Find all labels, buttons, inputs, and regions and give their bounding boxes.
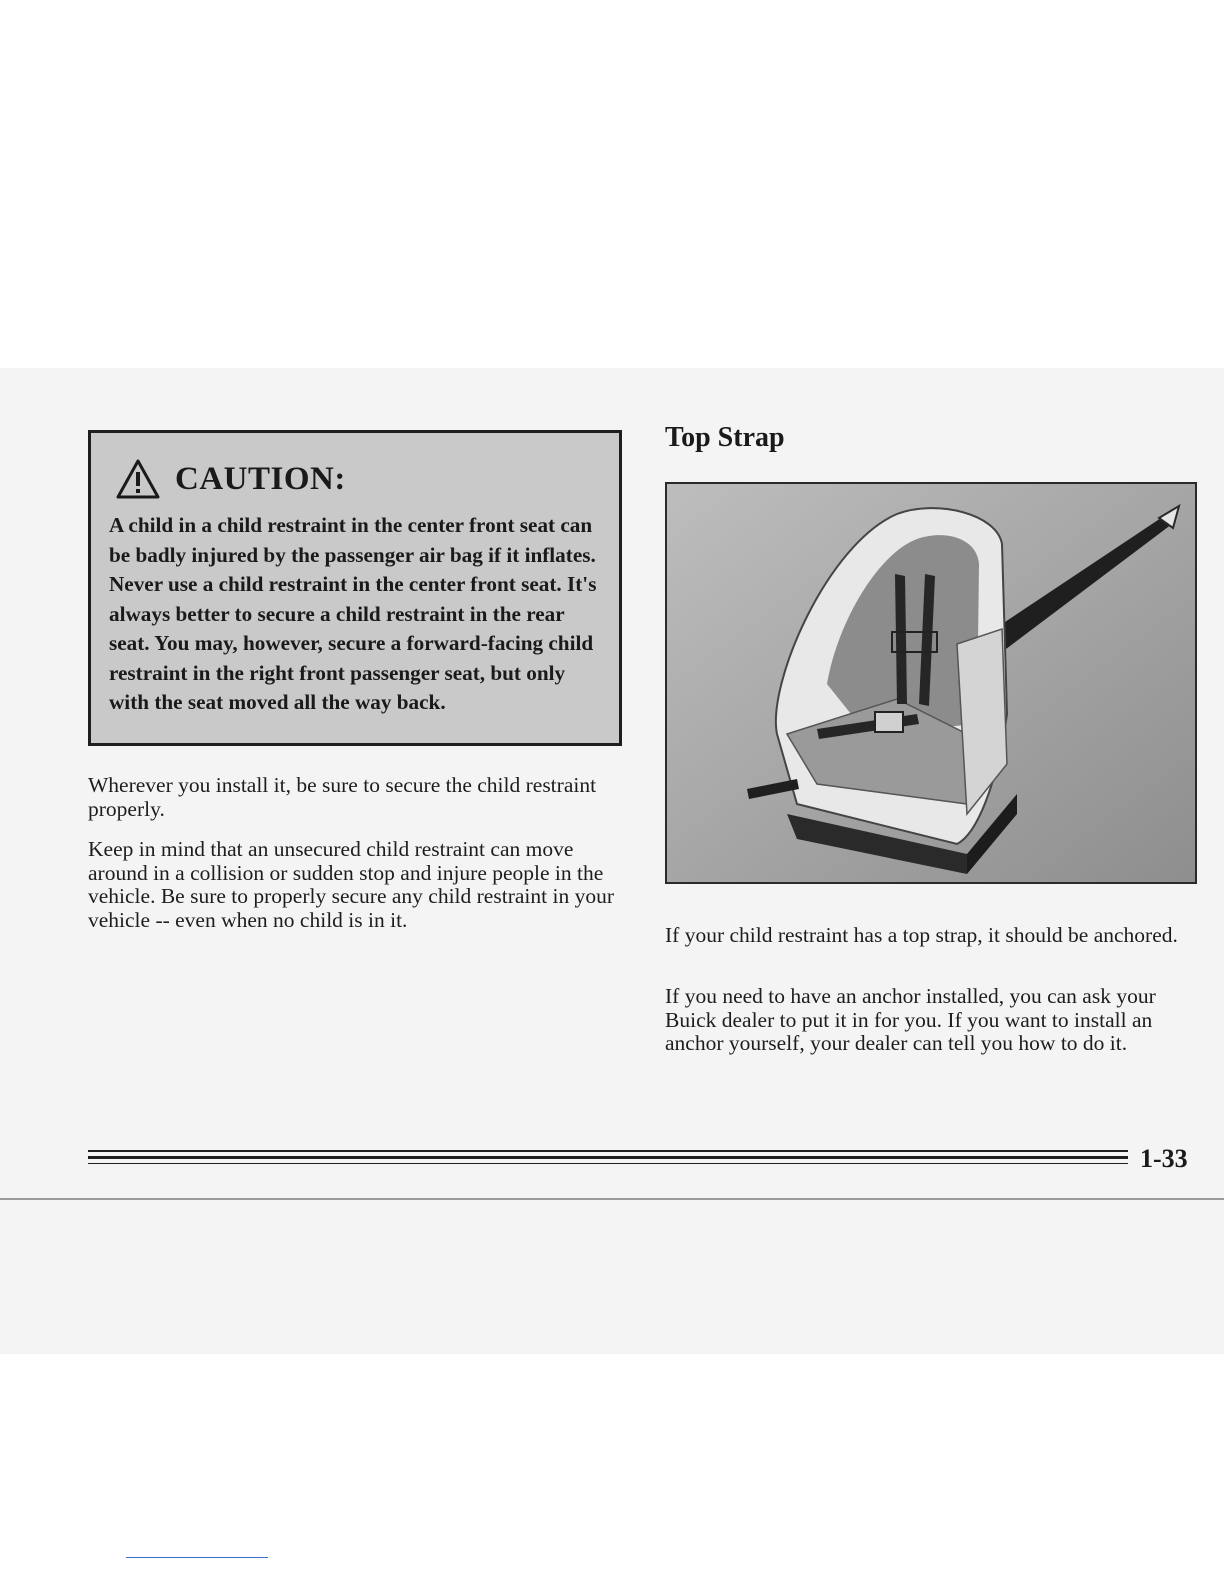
paragraph-anchor-installation: If you need to have an anchor installed, you can ask your Buick dealer to put it in for you. If you want to install an anchor yourself, your dealer can tell you how to do it. [665, 984, 1156, 1055]
child-seat-top-strap-illustration [665, 482, 1197, 884]
link-underline [126, 1557, 268, 1558]
paragraph-unsecured-restraint: Keep in mind that an unsecured child restraint can move around in a collision or sudden stop and injure people in the vehicle. Be sure to properly secure any child restraint in your vehicle -- even when no child is in it. [88, 837, 614, 932]
section-title-top-strap: Top Strap [665, 422, 785, 453]
footer-rule [88, 1150, 1128, 1152]
page-number: 1-33 [1140, 1144, 1188, 1173]
caution-text: A child in a child restraint in the center front seat can be badly injured by the passenger air bag if it inflates. Never use a child restraint in the center front seat. It's always better to secure a child restraint in the rear seat. You may, however, secure a forward-facing child restraint in the right front passenger seat, but only with the seat moved all the way back. [109, 513, 597, 714]
caution-title: CAUTION: [175, 460, 346, 497]
warning-triangle-icon [115, 458, 161, 500]
caution-box [88, 430, 622, 746]
paragraph-top-strap-anchored: If your child restraint has a top strap, it should be anchored. [665, 923, 1178, 947]
caution-header [115, 453, 346, 505]
page-divider [0, 1198, 1224, 1200]
footer-rule [88, 1156, 1128, 1159]
child-seat-icon [667, 484, 1195, 882]
paragraph-secure-restraint: Wherever you install it, be sure to secure the child restraint properly. [88, 773, 597, 821]
footer-rule [88, 1163, 1128, 1164]
